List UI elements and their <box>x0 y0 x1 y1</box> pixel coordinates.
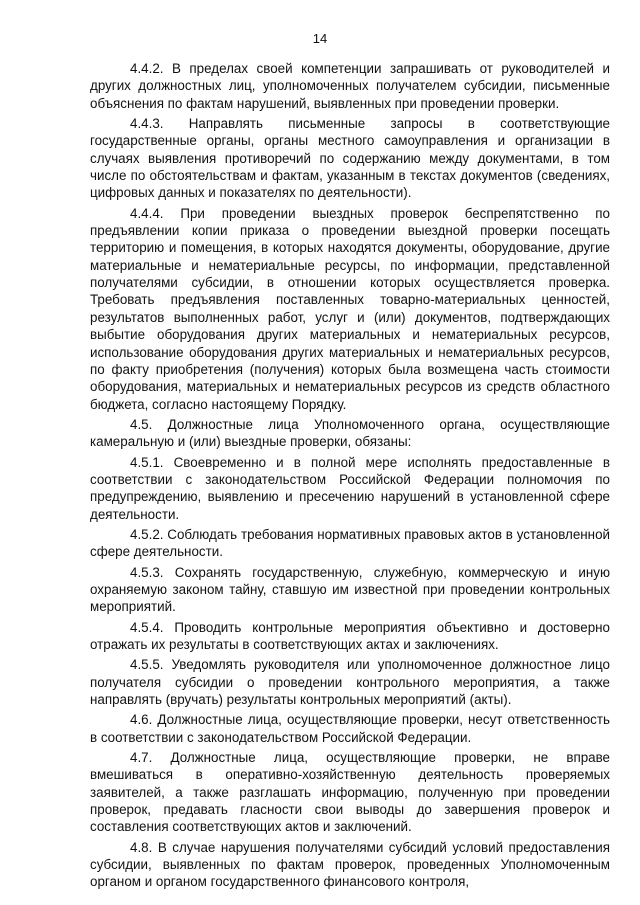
paragraph-4-4-4: 4.4.4. При проведении выездных проверок беспрепятственно по предъявлении копии приказа о проведении выездной проверки посещать территорию и помещения, в которых находятся документы, оборудование, другие материальные и нематериальные ресурсы, по информации, представленной получателями субсидии, в отношении которых осуществляется проверка. Требовать предъявления поставленных товарно-материальных ценностей, результатов выполненных работ, услуг и (или) документов, подтверждающих выбытие оборудования других материальных и нематериальных ресурсов, использование оборудования других материальных и нематериальных ресурсов, по факту приобретения (получения) которых была возмещена часть стоимости оборудования, материальных и нематериальных ресурсов из средств областного бюджета, согласно настоящему Порядку. <box>90 205 610 412</box>
paragraph-4-7: 4.7. Должностные лица, осуществляющие проверки, не вправе вмешиваться в оперативно-хозяйственную деятельность проверяемых заявителей, а также разглашать информацию, полученную при проведении проверок, предавать гласности свои выводы до завершения проверок и составления соответствующих актов и заключений. <box>90 750 610 835</box>
paragraph-4-8: 4.8. В случае нарушения получателями субсидий условий предоставления субсидии, выявленных по фактам проверок, проведенных Уполномоченным органом и органом государственного финансового контроля, <box>90 839 610 890</box>
paragraph-4-5-1: 4.5.1. Своевременно и в полной мере исполнять предоставленные в соответствии с законодательством Российской Федерации полномочия по предупреждению, выявлению и пресечению нарушений в установленной сфере деятельности. <box>90 454 610 522</box>
page-number: 14 <box>312 31 328 46</box>
paragraph-4-6: 4.6. Должностные лица, осуществляющие проверки, несут ответственность в соответствии с законодательством Российской Федерации. <box>90 712 610 745</box>
paragraph-4-4-3: 4.4.3. Направлять письменные запросы в соответствующие государственные органы, органы местного самоуправления и организации в случаях выявления противоречий по содержанию между документами, в том числе по обстоятельствам и фактам, указанным в текстах документов (сведениях, цифровых данных и показателях по деятельности). <box>90 116 610 201</box>
document-body <box>90 60 610 894</box>
paragraph-4-5-3: 4.5.3. Сохранять государственную, служебную, коммерческую и иную охраняемую законом тайну, ставшую им известной при проведении контрольных мероприятий. <box>90 564 610 615</box>
paragraph-4-4-2: 4.4.2. В пределах своей компетенции запрашивать от руководителей и других должностных лиц, уполномоченных получателем субсидии, письменные объяснения по фактам нарушений, выявленных при проведении проверки. <box>90 61 610 111</box>
paragraph-4-5: 4.5. Должностные лица Уполномоченного органа, осуществляющие камеральную и (или) выездные проверки, обязаны: <box>90 416 610 450</box>
paragraph-4-5-2: 4.5.2. Соблюдать требования нормативных правовых актов в установленной сфере деятельности. <box>90 526 610 560</box>
paragraph-4-5-5: 4.5.5. Уведомлять руководителя или уполномоченное должностное лицо получателя субсидии о проведении контрольного мероприятия, а также направлять (вручать) результаты контрольных мероприятий (акты). <box>90 657 610 708</box>
paragraph-4-5-4: 4.5.4. Проводить контрольные мероприятия объективно и достоверно отражать их результаты в соответствующих актах и заключениях. <box>90 619 610 652</box>
